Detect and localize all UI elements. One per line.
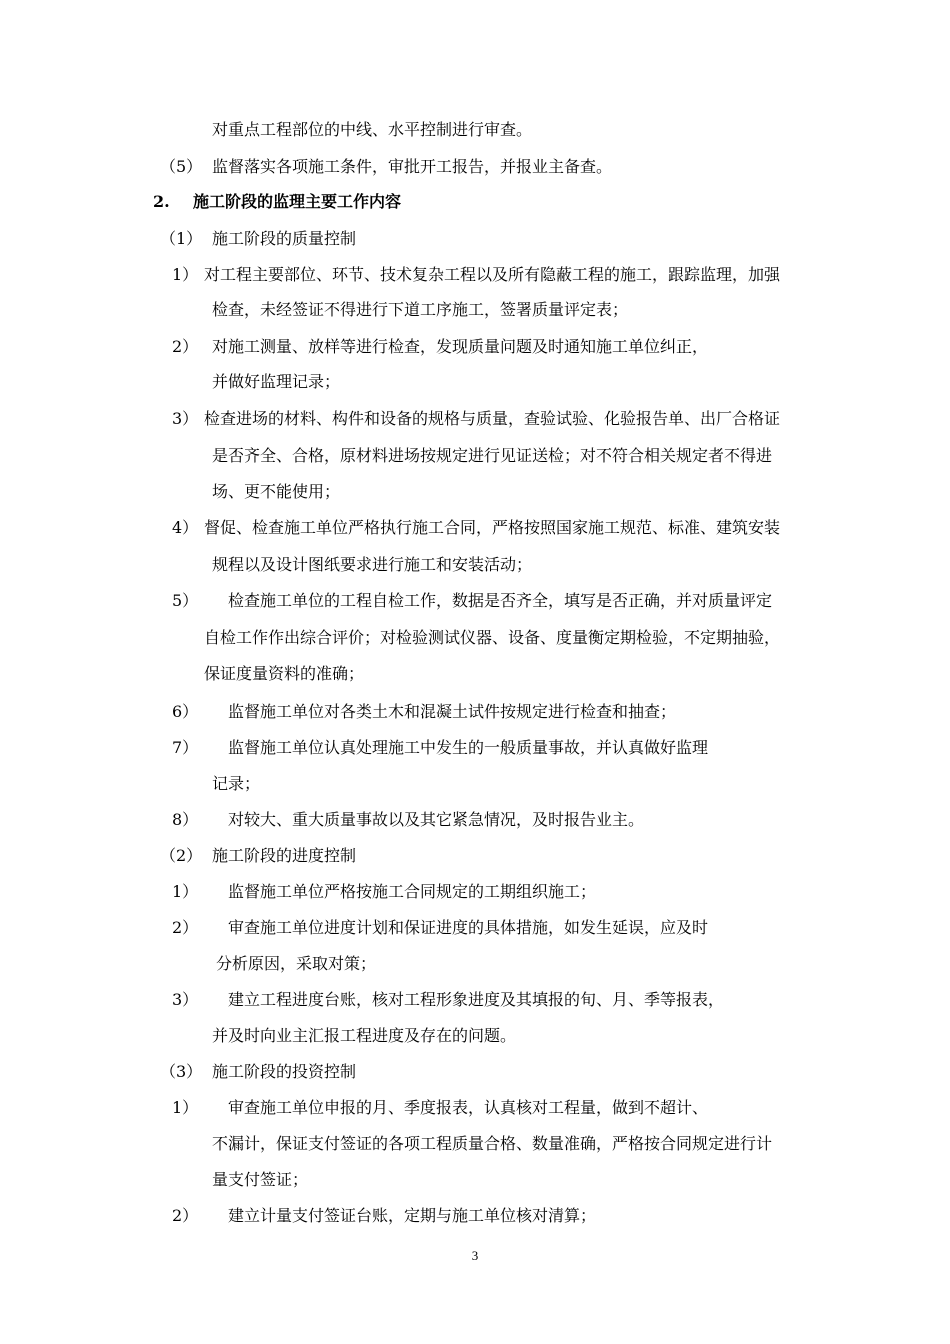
subsection-title: 施工阶段的进度控制 [212, 846, 357, 865]
list-item [172, 591, 772, 611]
list-item [172, 518, 780, 538]
section-heading [153, 192, 401, 212]
item-continuation [204, 664, 364, 684]
item-text: 检查施工单位的工程自检工作，数据是否齐全，填写是否正确，并对质量评定 [228, 591, 773, 610]
item-number: 1） [172, 882, 199, 901]
item-text: 监督施工单位严格按施工合同规定的工期组织施工； [228, 882, 597, 901]
item-number: 2） [172, 337, 199, 356]
item-continuation [204, 628, 780, 648]
subsection-heading [160, 846, 356, 866]
line-text: 是否齐全、合格，原材料进场按规定进行见证送检；对不符合相关规定者不得进 [212, 446, 773, 465]
item-number: 2） [172, 918, 199, 937]
item-number: 2） [172, 1206, 199, 1225]
item-number: 4） [172, 518, 199, 537]
list-item [172, 265, 780, 285]
item-text: 对较大、重大质量事故以及其它紧急情况，及时报告业主。 [228, 810, 645, 829]
list-item [160, 157, 612, 177]
list-item [172, 337, 708, 357]
subsection-heading [160, 1062, 356, 1082]
list-item [172, 990, 724, 1010]
item-number: （5） [160, 157, 203, 176]
list-item [172, 738, 708, 758]
list-item [172, 810, 644, 830]
line-text: 自检工作作出综合评价；对检验测试仪器、设备、度量衡定期检验，不定期抽验， [204, 628, 781, 647]
line-text: 保证度量资料的准确； [204, 664, 365, 683]
item-text: 审查施工单位进度计划和保证进度的具体措施，如发生延误，应及时 [228, 918, 709, 937]
line-text: 记录； [212, 774, 261, 793]
line-text: 不漏计，保证支付签证的各项工程质量合格、数量准确，严格按合同规定进行计 [212, 1134, 773, 1153]
item-continuation [212, 555, 532, 575]
item-text: 监督施工单位对各类土木和混凝土试件按规定进行检查和抽查； [228, 702, 677, 721]
subsection-number: （3） [160, 1062, 203, 1081]
item-text: 监督落实各项施工条件，审批开工报告，并报业主备查。 [212, 157, 613, 176]
item-text: 审查施工单位申报的月、季度报表，认真核对工程量，做到不超计、 [228, 1098, 709, 1117]
item-number: 7） [172, 738, 199, 757]
list-item [172, 409, 780, 429]
section-title: 施工阶段的监理主要工作内容 [193, 192, 402, 211]
item-number: 3） [172, 409, 199, 428]
item-number: 1） [172, 265, 199, 284]
line-text: 并做好监理记录； [212, 372, 341, 391]
item-text: 督促、检查施工单位严格执行施工合同，严格按照国家施工规范、标准、建筑安装 [204, 518, 781, 537]
item-text: 对施工测量、放样等进行检查，发现质量问题及时通知施工单位纠正， [212, 337, 709, 356]
item-continuation [212, 774, 260, 794]
item-continuation [212, 1026, 516, 1046]
item-number: 6） [172, 702, 199, 721]
section-number: 2. [153, 192, 170, 211]
item-continuation [212, 300, 628, 320]
line-text: 分析原因，采取对策； [216, 954, 377, 973]
subsection-heading [160, 229, 356, 249]
item-continuation [212, 446, 772, 466]
page-number: 3 [471, 1248, 479, 1263]
item-text: 对工程主要部位、环节、技术复杂工程以及所有隐蔽工程的施工，跟踪监理，加强 [204, 265, 781, 284]
subsection-number: （2） [160, 846, 203, 865]
item-continuation [212, 482, 340, 502]
item-continuation [212, 1170, 308, 1190]
list-item [172, 1206, 596, 1226]
list-item [172, 1098, 708, 1118]
item-continuation [212, 372, 340, 392]
item-number: 1） [172, 1098, 199, 1117]
line-text: 场、更不能使用； [212, 482, 341, 501]
item-number: 8） [172, 810, 199, 829]
item-text: 检查进场的材料、构件和设备的规格与质量，查验试验、化验报告单、出厂合格证 [204, 409, 781, 428]
subsection-title: 施工阶段的投资控制 [212, 1062, 357, 1081]
item-text: 建立计量支付签证台账，定期与施工单位核对清算； [228, 1206, 597, 1225]
line-text: 并及时向业主汇报工程进度及存在的问题。 [212, 1026, 517, 1045]
subsection-number: （1） [160, 229, 203, 248]
list-item [172, 918, 708, 938]
line-text: 规程以及设计图纸要求进行施工和安装活动； [212, 555, 533, 574]
list-item [172, 702, 676, 722]
line-text: 对重点工程部位的中线、水平控制进行审查。 [212, 120, 533, 139]
item-text: 建立工程进度台账，核对工程形象进度及其填报的旬、月、季等报表， [228, 990, 725, 1009]
list-item [172, 882, 596, 902]
subsection-title: 施工阶段的质量控制 [212, 229, 357, 248]
item-continuation [216, 954, 376, 974]
item-continuation [212, 1134, 772, 1154]
item-number: 3） [172, 990, 199, 1009]
line-text: 量支付签证； [212, 1170, 309, 1189]
line-text: 检查，未经签证不得进行下道工序施工，签署质量评定表； [212, 300, 629, 319]
item-text: 监督施工单位认真处理施工中发生的一般质量事故，并认真做好监理 [228, 738, 709, 757]
item-number: 5） [172, 591, 199, 610]
text-line [212, 120, 532, 140]
